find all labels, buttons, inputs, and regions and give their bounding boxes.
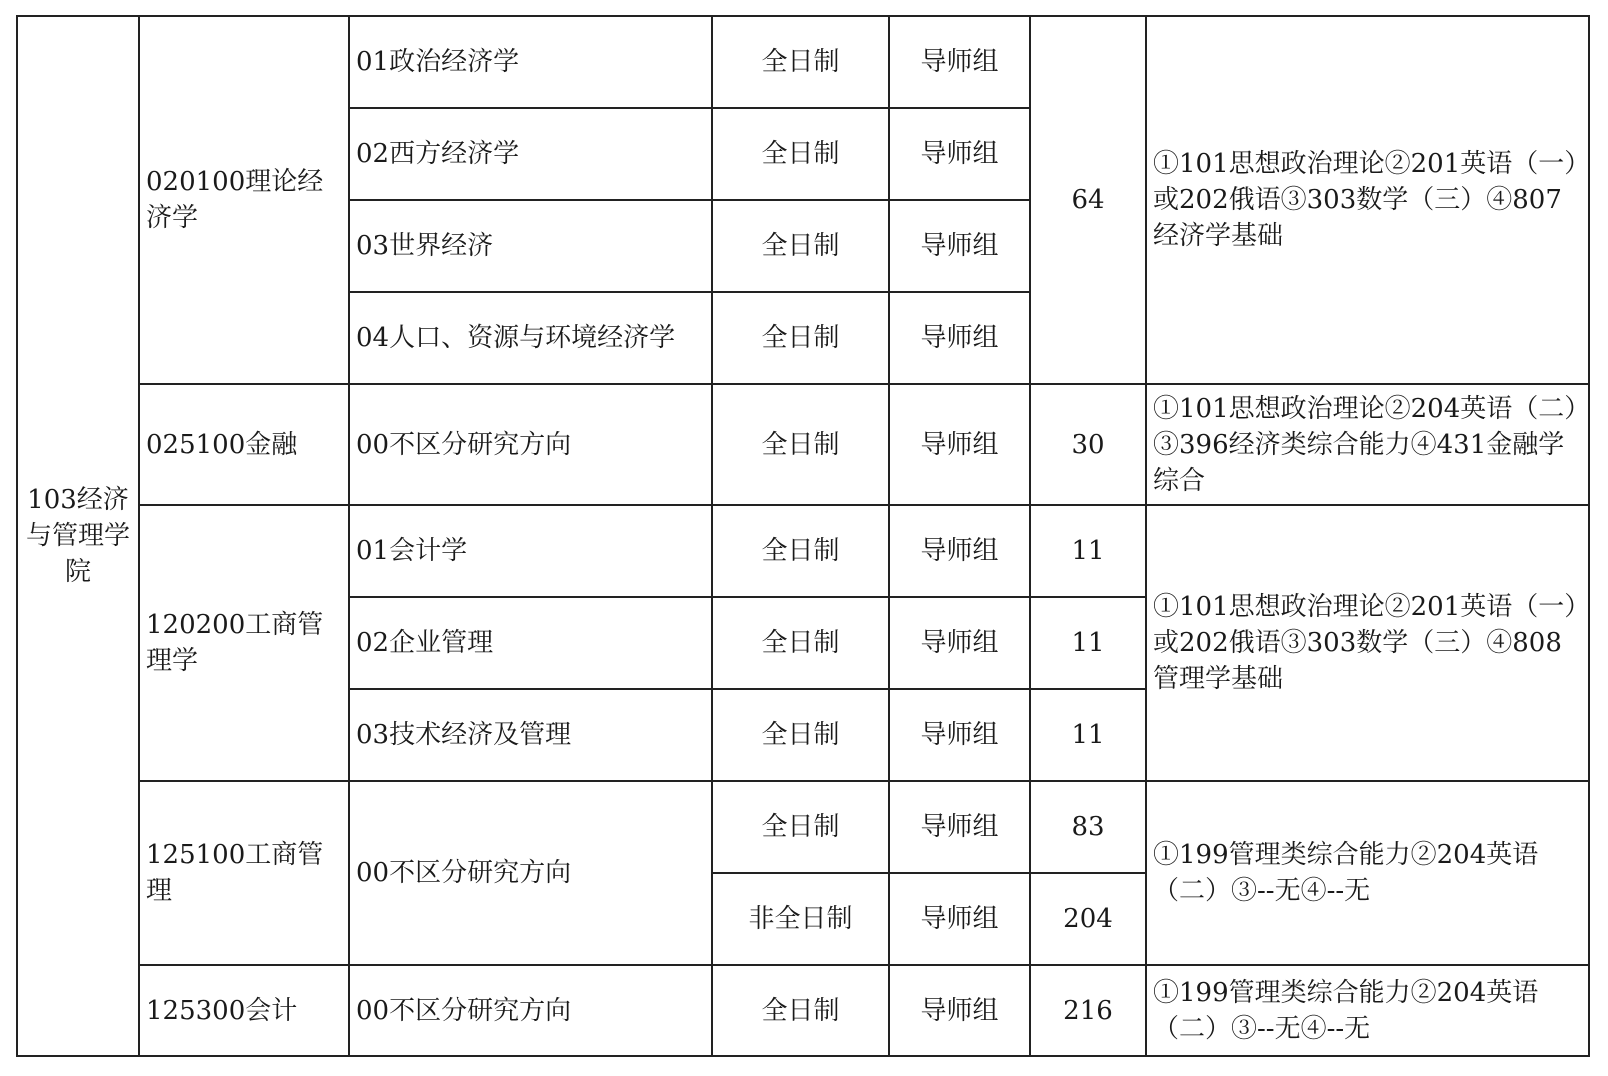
- quota-cell: 204: [1030, 873, 1146, 965]
- direction-cell: 04人口、资源与环境经济学: [349, 292, 712, 384]
- exam-subjects-cell: ①199管理类综合能力②204英语（二）③--无④--无: [1146, 965, 1589, 1056]
- admissions-table: [16, 15, 1590, 1057]
- supervisor-cell: 导师组: [889, 781, 1030, 873]
- supervisor-cell: 导师组: [889, 505, 1030, 597]
- study-mode-cell: 全日制: [712, 505, 889, 597]
- supervisor-cell: 导师组: [889, 108, 1030, 200]
- supervisor-cell: 导师组: [889, 597, 1030, 689]
- major-cell: 025100金融: [139, 384, 349, 505]
- study-mode-cell: 全日制: [712, 597, 889, 689]
- quota-cell: 11: [1030, 689, 1146, 781]
- supervisor-cell: 导师组: [889, 965, 1030, 1056]
- major-cell: 125300会计: [139, 965, 349, 1056]
- table-row: [17, 384, 1589, 505]
- supervisor-cell: 导师组: [889, 200, 1030, 292]
- quota-cell: 83: [1030, 781, 1146, 873]
- study-mode-cell: 全日制: [712, 108, 889, 200]
- quota-cell: 64: [1030, 16, 1146, 384]
- quota-cell: 11: [1030, 505, 1146, 597]
- direction-cell: 01政治经济学: [349, 16, 712, 108]
- supervisor-cell: 导师组: [889, 873, 1030, 965]
- supervisor-cell: 导师组: [889, 16, 1030, 108]
- study-mode-cell: 全日制: [712, 384, 889, 505]
- direction-cell: 00不区分研究方向: [349, 965, 712, 1056]
- supervisor-cell: 导师组: [889, 689, 1030, 781]
- table-row: [17, 16, 1589, 108]
- direction-cell: 02西方经济学: [349, 108, 712, 200]
- study-mode-cell: 全日制: [712, 781, 889, 873]
- direction-cell: 03世界经济: [349, 200, 712, 292]
- major-cell: 120200工商管理学: [139, 505, 349, 781]
- major-cell: 020100理论经济学: [139, 16, 349, 384]
- college-cell: 103经济与管理学院: [17, 16, 139, 1056]
- table-row: [17, 965, 1589, 1056]
- direction-cell: 00不区分研究方向: [349, 781, 712, 965]
- study-mode-cell: 非全日制: [712, 873, 889, 965]
- study-mode-cell: 全日制: [712, 292, 889, 384]
- direction-cell: 03技术经济及管理: [349, 689, 712, 781]
- direction-cell: 01会计学: [349, 505, 712, 597]
- table-row: [17, 505, 1589, 597]
- direction-cell: 00不区分研究方向: [349, 384, 712, 505]
- major-cell: 125100工商管理: [139, 781, 349, 965]
- quota-cell: 11: [1030, 597, 1146, 689]
- quota-cell: 30: [1030, 384, 1146, 505]
- quota-cell: 216: [1030, 965, 1146, 1056]
- table-row: [17, 781, 1589, 873]
- exam-subjects-cell: ①199管理类综合能力②204英语（二）③--无④--无: [1146, 781, 1589, 965]
- exam-subjects-cell: ①101思想政治理论②201英语（一）或202俄语③303数学（三）④808管理学基础: [1146, 505, 1589, 781]
- direction-cell: 02企业管理: [349, 597, 712, 689]
- exam-subjects-cell: ①101思想政治理论②204英语（二）③396经济类综合能力④431金融学综合: [1146, 384, 1589, 505]
- exam-subjects-cell: ①101思想政治理论②201英语（一）或202俄语③303数学（三）④807经济学基础: [1146, 16, 1589, 384]
- supervisor-cell: 导师组: [889, 384, 1030, 505]
- study-mode-cell: 全日制: [712, 965, 889, 1056]
- supervisor-cell: 导师组: [889, 292, 1030, 384]
- study-mode-cell: 全日制: [712, 16, 889, 108]
- study-mode-cell: 全日制: [712, 689, 889, 781]
- study-mode-cell: 全日制: [712, 200, 889, 292]
